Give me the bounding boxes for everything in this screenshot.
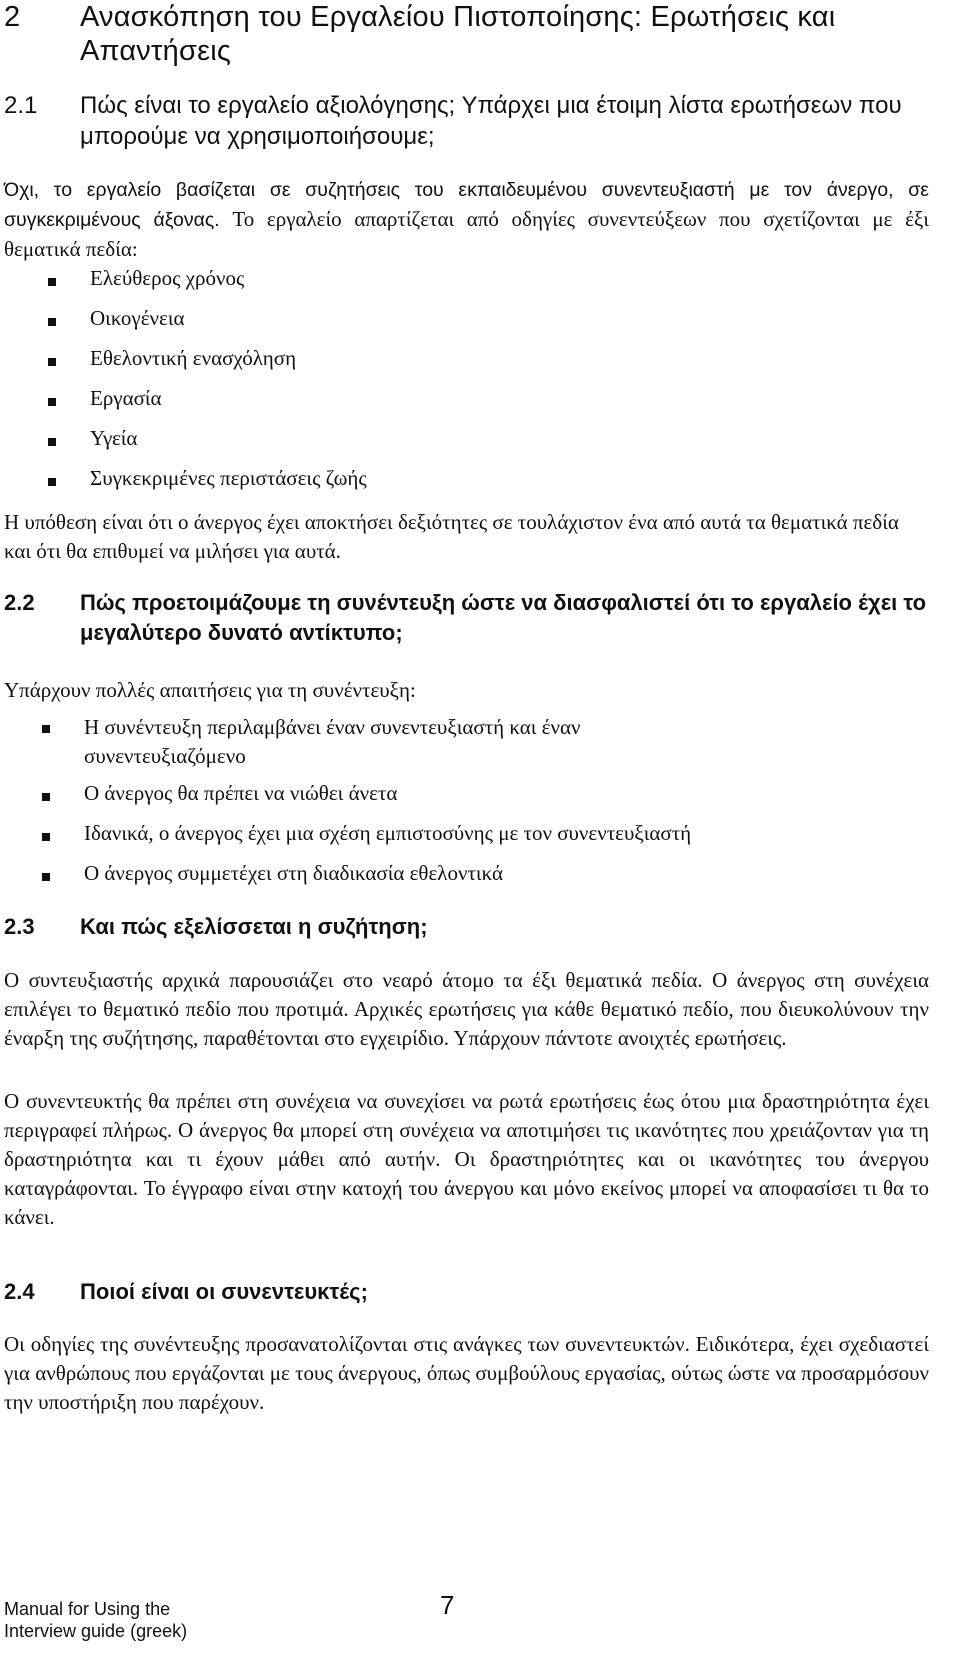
bullet-marker: [48, 358, 56, 366]
footer-line: Manual for Using the: [4, 1599, 171, 1619]
intro-sans-text: Όχι, το εργαλείο βασίζεται σε συζητήσεις του εκπαιδευμένου συνεντευξιαστή με τον άνεργο, σε συγκεκριμένους άξονας.: [4, 179, 929, 231]
subsection-title: Και πώς εξελίσσεται η συζήτηση;: [80, 914, 428, 939]
bullet-marker: [48, 398, 56, 406]
subsection-title: Ποιοί είναι οι συνεντευκτές;: [80, 1279, 368, 1304]
intro-serif-text: Το εργαλείο απαρτίζεται από οδηγίες συνεντεύξεων που σχετίζονται με έξι θεματικά πεδία:: [4, 207, 930, 261]
bullet-marker: [42, 833, 50, 841]
list-item-label: Οικογένεια: [90, 306, 185, 330]
footer-line: Interview guide (greek): [4, 1621, 188, 1641]
list-item-label: Συγκεκριμένες περιστάσεις ζωής: [90, 466, 367, 490]
list-item-label: Υγεία: [90, 426, 138, 450]
bullet-marker: [48, 278, 56, 286]
section-number: 2: [4, 1, 21, 33]
subsection-title: Πώς είναι το εργαλείο αξιολόγησης; Υπάρχει μια έτοιμη λίστα ερωτήσεων που μπορούμε να χρησιμοποιήσουμε;: [80, 92, 902, 150]
list-item-label: Ο άνεργος συμμετέχει στη διαδικασία εθελοντικά: [84, 861, 503, 885]
subsection-2-2-intro: Υπάρχουν πολλές απαιτήσεις για τη συνέντευξη:: [4, 678, 416, 702]
bullet-marker: [42, 725, 50, 733]
list-item-label: Ελεύθερος χρόνος: [90, 266, 245, 290]
subsection-number: 2.2: [4, 590, 35, 615]
list-item-label: Εργασία: [90, 386, 162, 410]
list-item-label: Ο άνεργος θα πρέπει να νιώθει άνετα: [84, 781, 398, 805]
subsection-2-4-paragraph: Οι οδηγίες της συνέντευξης προσανατολίζονται στις ανάγκες των συνεντευκτών. Ειδικότερα, έχει σχεδιαστεί για ανθρώπους που εργάζονται με τους άνεργους, όπως συμβούλους εργασίας, ούτως ώστε να προσαρμόσουν την υποστήριξη που παρέχουν.: [4, 1332, 929, 1414]
subsection-number: 2.4: [4, 1279, 35, 1304]
page-number: 7: [440, 1590, 455, 1620]
subsection-number: 2.1: [4, 92, 38, 119]
bullet-marker: [48, 478, 56, 486]
section-title: Ανασκόπηση του Εργαλείου Πιστοποίησης: Ερωτήσεις και Απαντήσεις: [80, 1, 836, 67]
list-item-label: Η συνέντευξη περιλαμβάνει έναν συνεντευξιαστή και έναν συνεντευξιαζόμενο: [84, 715, 581, 768]
bullet-marker: [42, 873, 50, 881]
list-item-label: Ιδανικά, ο άνεργος έχει μια σχέση εμπιστοσύνης με τον συνεντευξιαστή: [84, 821, 692, 845]
bullet-marker: [48, 318, 56, 326]
subsection-2-1-intro: [4, 175, 929, 264]
list-item-label: Εθελοντική ενασχόληση: [90, 346, 297, 370]
bullet-marker: [48, 438, 56, 446]
bullet-marker: [42, 793, 50, 801]
footer-document-title: [4, 1598, 187, 1642]
subsection-title: Πώς προετοιμάζουμε τη συνέντευξη ώστε να διασφαλιστεί ότι το εργαλείο έχει το μεγαλύτερο δυνατό αντίκτυπο;: [80, 590, 927, 645]
subsection-number: 2.3: [4, 914, 35, 939]
subsection-2-3-paragraph-1: Ο συντευξιαστής αρχικά παρουσιάζει στο νεαρό άτομο τα έξι θεματικά πεδία. Ο άνεργος στη συνέχεια επιλέγει το θεματικό πεδίο που προτιμά. Αρχικές ερωτήσεις για κάθε θεματικό πεδίο, που διευκολύνουν την έναρξη της συζήτησης, παραθέτονται στο εγχειρίδιο. Υπάρχουν πάντοτε ανοιχτές ερωτήσεις.: [4, 968, 929, 1050]
subsection-2-3-paragraph-2: Ο συνεντευκτής θα πρέπει στη συνέχεια να συνεχίσει να ρωτά ερωτήσεις έως ότου μια δραστηριότητα έχει περιγραφεί πλήρως. Ο άνεργος θα μπορεί στη συνέχεια να αποτιμήσει τις ικανότητες που χρειάζονταν για τη δραστηριότητα και τι έχουν μάθει από αυτήν. Οι δραστηριότητες και οι ικανότητες του άνεργου καταγράφονται. Το έγγραφο είναι στην κατοχή του άνεργου και μόνο εκείνος μπορεί να αποφασίσει τι θα το κάνει.: [4, 1089, 929, 1229]
subsection-2-1-closing: Η υπόθεση είναι ότι ο άνεργος έχει αποκτήσει δεξιότητες σε τουλάχιστον ένα από αυτά τα θεματικά πεδία και ότι θα επιθυμεί να μιλήσει για αυτά.: [4, 510, 899, 563]
